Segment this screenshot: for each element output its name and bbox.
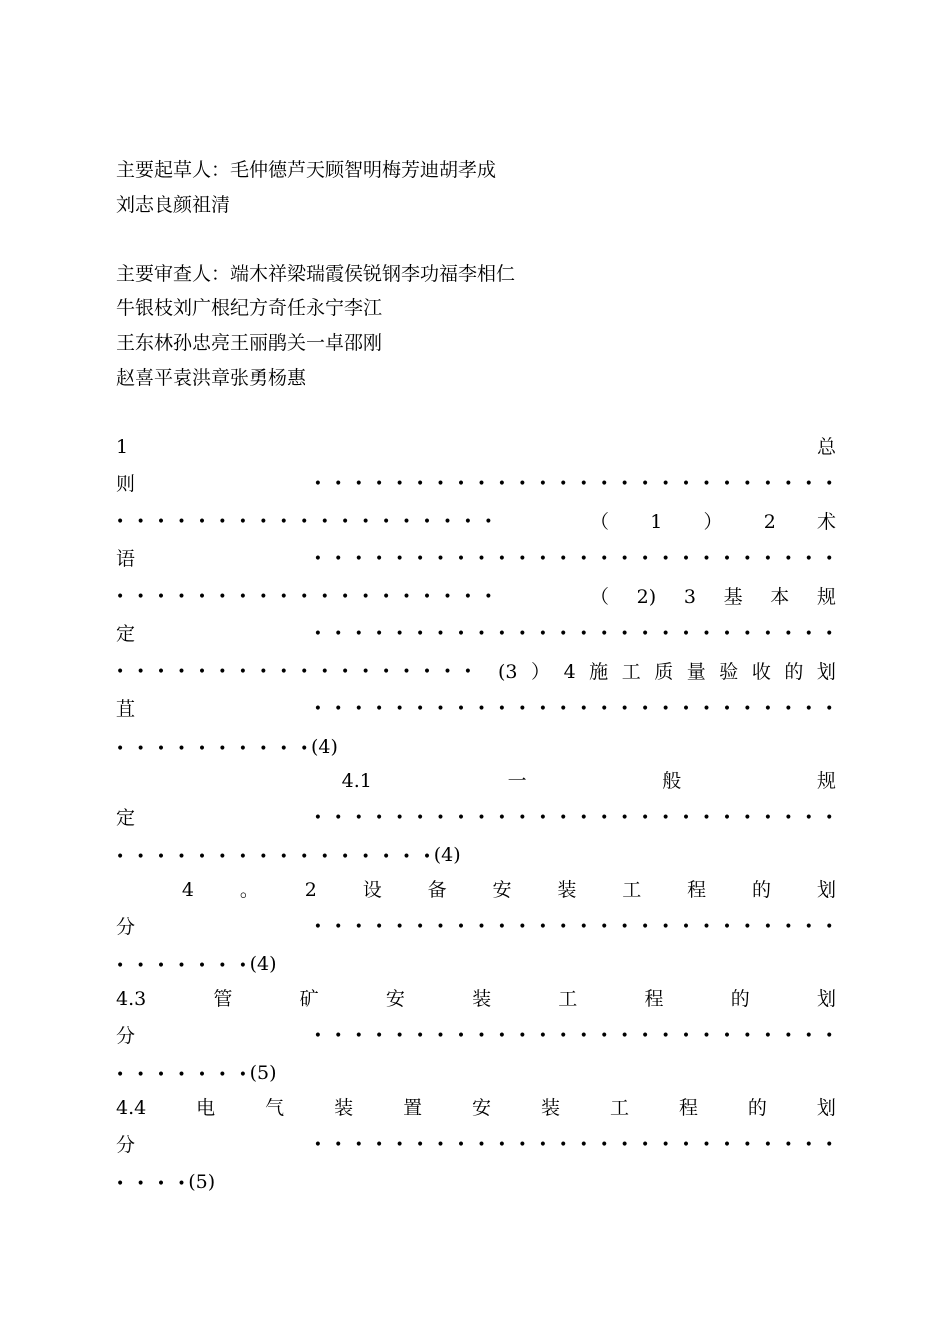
toc-entry-4-1-head — [116, 769, 836, 793]
toc-entry-4-page — [116, 735, 836, 761]
toc-page-number: （ — [590, 511, 610, 533]
toc-title-char: 划 — [816, 661, 836, 683]
toc-title-char: 气 — [265, 1097, 285, 1119]
toc-number: 4.4 — [116, 1097, 147, 1119]
toc-title-char: 的 — [752, 879, 772, 901]
toc-title-char: 术 — [816, 511, 836, 533]
toc-title-char: 定 — [116, 807, 136, 829]
toc-title-char: 装 — [541, 1097, 561, 1119]
toc-leader-dots: • • • • • • • — [116, 1067, 250, 1083]
toc-title-char: 装 — [557, 879, 577, 901]
toc-title-char: 量 — [686, 661, 706, 683]
toc-entry-4-3-head — [116, 987, 836, 1011]
toc-title-char: 安 — [385, 988, 405, 1010]
toc-title-char: 矿 — [299, 988, 319, 1010]
toc-title-char: 工 — [622, 879, 642, 901]
toc-leader-dots: • • • • • • • • • • • • • • • • • • • • • • • • • • — [313, 810, 836, 826]
toc-page-number: 2) — [636, 586, 657, 608]
toc-title-char: 规 — [816, 770, 836, 792]
toc-title-char: 的 — [747, 1097, 767, 1119]
toc-leader-dots: • • • • • • • • • • • • • • • • • • • • • • • • • • — [313, 1137, 836, 1153]
drafters-line-1: 主要起草人：毛仲德芦天顾智明梅芳迪胡孝成 — [116, 159, 497, 181]
toc-entry-4-2-dots — [116, 915, 836, 939]
toc-entry-4-4-page — [116, 1170, 836, 1196]
toc-title-char: 备 — [427, 879, 447, 901]
toc-title-char: 的 — [730, 988, 750, 1010]
toc-title-char: 程 — [644, 988, 664, 1010]
toc-title-char: 质 — [654, 661, 674, 683]
toc-entry-1-dots — [116, 472, 836, 496]
toc-title-char: 分 — [116, 1134, 136, 1156]
toc-title-char: 装 — [472, 988, 492, 1010]
toc-title-char: 划 — [816, 1097, 836, 1119]
toc-number: 3 — [683, 586, 696, 608]
toc-entry-1-head — [116, 435, 836, 459]
toc-title-char: 程 — [687, 879, 707, 901]
toc-title-char: 装 — [334, 1097, 354, 1119]
toc-title-char: 工 — [621, 661, 641, 683]
toc-page-number: 1 — [650, 511, 663, 533]
toc-leader-dots: • • • • • • • • • • • • • • • • • • • • • • • • • • — [313, 1028, 836, 1044]
reviewers-line-1: 主要审查人：端木祥梁瑞霞侯锐钢李功福李相仁 — [116, 263, 516, 285]
toc-page-number: (5) — [188, 1171, 216, 1193]
reviewers-line-3: 王东林孙忠亮王丽鹃关一卓邵刚 — [116, 332, 383, 354]
toc-title-char: 安 — [492, 879, 512, 901]
toc-title-char: 般 — [662, 770, 682, 792]
toc-title-char: 管 — [213, 988, 233, 1010]
toc-title-char: 收 — [751, 661, 771, 683]
toc-number: 4 — [181, 879, 194, 901]
toc-page-number: (4) — [249, 953, 277, 975]
toc-entry-3-dots — [116, 622, 836, 646]
toc-title-char: 工 — [609, 1097, 629, 1119]
toc-title-char: 工 — [558, 988, 578, 1010]
toc-title-char: 则 — [116, 473, 136, 495]
toc-leader-dots: • • • • • • • • • • • • • • • • • • • — [116, 589, 496, 605]
toc-leader-dots: • • • • • • • • • • • • • • • • • • • • • • • • • • — [313, 476, 836, 492]
toc-leader-dots: • • • • • • • • • • • • • • • • • • — [116, 664, 475, 680]
toc-number: 。 — [239, 879, 259, 901]
toc-leader-dots: • • • • • • • • • • • • • • • • • • • • • • • • • • — [313, 551, 836, 567]
toc-title-char: 施 — [589, 661, 609, 683]
toc-entry-4-4-dots — [116, 1133, 836, 1157]
toc-page-number: ） — [531, 661, 551, 683]
toc-entry-4-3-dots — [116, 1024, 836, 1048]
toc-number: 2 — [763, 511, 776, 533]
toc-entry-4-1-dots — [116, 806, 836, 830]
toc-entry-4-dots — [116, 697, 836, 721]
toc-title-char: 总 — [816, 436, 836, 458]
toc-title-char: 电 — [196, 1097, 216, 1119]
toc-leader-dots: • • • • • • • • • • — [116, 741, 311, 757]
toc-entry-4-2-head — [116, 878, 836, 902]
toc-leader-dots: • • • • — [116, 1176, 189, 1192]
toc-number: 4.1 — [341, 770, 372, 792]
toc-leader-dots: • • • • • • • • • • • • • • • • • • • • • • • • • • — [313, 626, 836, 642]
toc-title-char: 规 — [816, 586, 836, 608]
toc-title-char: 划 — [816, 879, 836, 901]
toc-entry-4-4-head — [116, 1096, 836, 1120]
toc-page-number: (3 — [498, 661, 518, 683]
toc-title-char: 基 — [723, 586, 743, 608]
toc-title-char: 分 — [116, 916, 136, 938]
toc-title-char: 本 — [770, 586, 790, 608]
toc-title-char: 一 — [507, 770, 527, 792]
toc-title-char: 语 — [116, 548, 136, 570]
toc-number: 4 — [563, 661, 576, 683]
toc-number: 1 — [116, 436, 129, 458]
toc-title-char: 安 — [472, 1097, 492, 1119]
toc-title-char: 划 — [816, 988, 836, 1010]
toc-page-number: ） — [703, 511, 723, 533]
toc-title-char: 分 — [116, 1025, 136, 1047]
toc-title-char: 的 — [784, 661, 804, 683]
toc-entry-4-1-page — [116, 843, 836, 869]
toc-page-number: (4) — [433, 844, 461, 866]
toc-leader-dots: • • • • • • • — [116, 958, 250, 974]
toc-number: 4.3 — [116, 988, 147, 1010]
toc-leader-dots: • • • • • • • • • • • • • • • • • • • — [116, 514, 496, 530]
toc-title-char: 设 — [362, 879, 382, 901]
reviewers-line-4: 赵喜平袁洪章张勇杨惠 — [116, 367, 307, 389]
toc-page-number: (5) — [249, 1062, 277, 1084]
toc-title-char: 定 — [116, 623, 136, 645]
toc-entry-2-dots — [116, 547, 836, 571]
toc-entry-4-2-page — [116, 952, 836, 978]
toc-number: 2 — [304, 879, 317, 901]
toc-title-char: 程 — [678, 1097, 698, 1119]
toc-title-char: 验 — [719, 661, 739, 683]
toc-page-number: （ — [590, 586, 610, 608]
drafters-line-2: 刘志良颜祖清 — [116, 194, 231, 216]
toc-entry-4-3-page — [116, 1061, 836, 1087]
toc-title-char: 苴 — [116, 698, 136, 720]
toc-page-number: (4) — [310, 736, 338, 758]
toc-leader-dots: • • • • • • • • • • • • • • • • • • • • • • • • • • — [313, 919, 836, 935]
toc-leader-dots: • • • • • • • • • • • • • • • • — [116, 849, 434, 865]
toc-leader-dots: • • • • • • • • • • • • • • • • • • • • • • • • • • — [313, 701, 836, 717]
toc-title-char: 置 — [403, 1097, 423, 1119]
reviewers-line-2: 牛银枝刘广根纪方奇任永宁李江 — [116, 297, 383, 319]
